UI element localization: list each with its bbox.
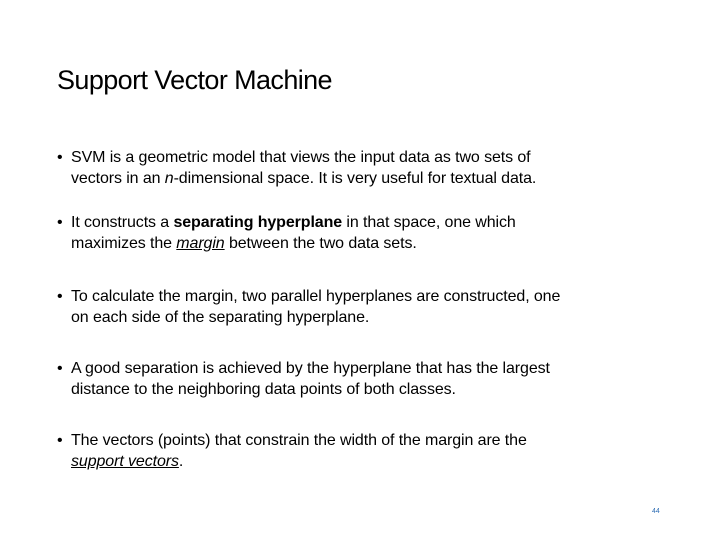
bullet-line [57, 451, 677, 472]
bullet-line: To calculate the margin, two parallel hyperplanes are constructed, one [71, 288, 561, 305]
bullet-marker: • [57, 432, 63, 449]
emphasized-term: margin [176, 235, 225, 252]
bullet-line [57, 212, 677, 233]
bullet-line: SVM is a geometric model that views the input data as two sets of [71, 149, 531, 166]
bullet-line: A good separation is achieved by the hyperplane that has the largest [71, 360, 550, 377]
bold-term: separating hyperplane [173, 214, 343, 231]
bullet-item [57, 430, 677, 472]
bullet-marker: • [57, 214, 63, 231]
bullet-marker: • [57, 288, 63, 305]
text-segment: vectors in an [71, 170, 165, 187]
bullet-line: distance to the neighboring data points of both classes. [71, 381, 456, 398]
bullet-item [57, 147, 677, 189]
text-segment: . [178, 453, 184, 470]
bullet-item [57, 358, 677, 400]
slide-title: Support Vector Machine [57, 65, 332, 95]
text-segment: It constructs a [71, 214, 174, 231]
bullet-line [57, 168, 677, 189]
bullet-line [57, 233, 677, 254]
bullet-line: on each side of the separating hyperplane. [71, 309, 370, 326]
italic-term: n [164, 170, 174, 187]
bullet-item [57, 286, 677, 328]
bullet-marker: • [57, 360, 63, 377]
bullet-line: The vectors (points) that constrain the width of the margin are the [71, 432, 527, 449]
bullet-marker: • [57, 149, 63, 166]
text-segment: between the two data sets. [224, 235, 417, 252]
text-segment: -dimensional space. It is very useful for textual data. [173, 170, 537, 187]
page-number: 44 [652, 508, 660, 515]
text-segment: maximizes the [71, 235, 177, 252]
text-segment: in that space, one which [342, 214, 516, 231]
emphasized-term: support vectors [71, 453, 179, 470]
bullet-item [57, 212, 677, 254]
